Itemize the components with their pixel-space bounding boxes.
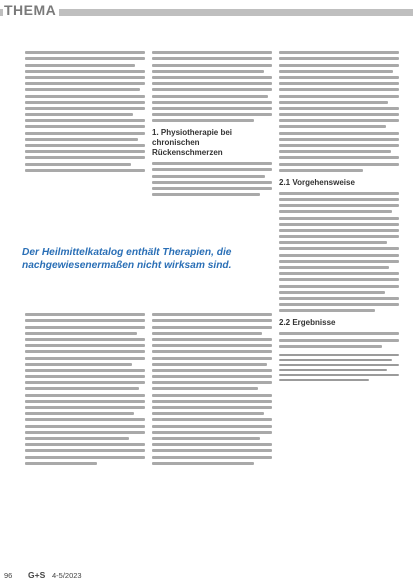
column-2 [152, 48, 272, 199]
section-2-2-heading: 2.2 Ergebnisse [279, 318, 336, 328]
column-3-text-top [279, 51, 399, 172]
column-2-lower [152, 310, 272, 468]
section-2-1-heading: 2.1 Vorgehensweise [279, 177, 355, 187]
column-3-text-mid [279, 192, 399, 313]
column-3-text-bottom [279, 332, 399, 347]
pullquote: Der Heilmittelkatalog enthält Therapien, die nachgewiesenermaßen nicht wirksam sind. [22, 247, 232, 271]
footnotes-block [279, 354, 399, 381]
journal-logo: G+S [28, 570, 46, 580]
section-1-heading: 1. Physiotherapie bei chronischen Rückenschmerzen [152, 128, 233, 158]
page-header [0, 0, 413, 22]
column-2-text-top [152, 51, 272, 122]
issue-number: 4-5/2023 [52, 571, 82, 580]
header-bar [0, 9, 413, 16]
page-footer [0, 565, 413, 585]
column-3 [279, 48, 399, 384]
column-1 [25, 48, 145, 175]
column-1-text-top [25, 51, 145, 172]
column-2-text-bottom [152, 313, 272, 465]
page-number: 96 [4, 571, 13, 580]
column-1-lower [25, 310, 145, 468]
column-1-text-bottom [25, 313, 145, 465]
section-label: THEMA [3, 1, 59, 19]
column-2-text-mid [152, 162, 272, 196]
